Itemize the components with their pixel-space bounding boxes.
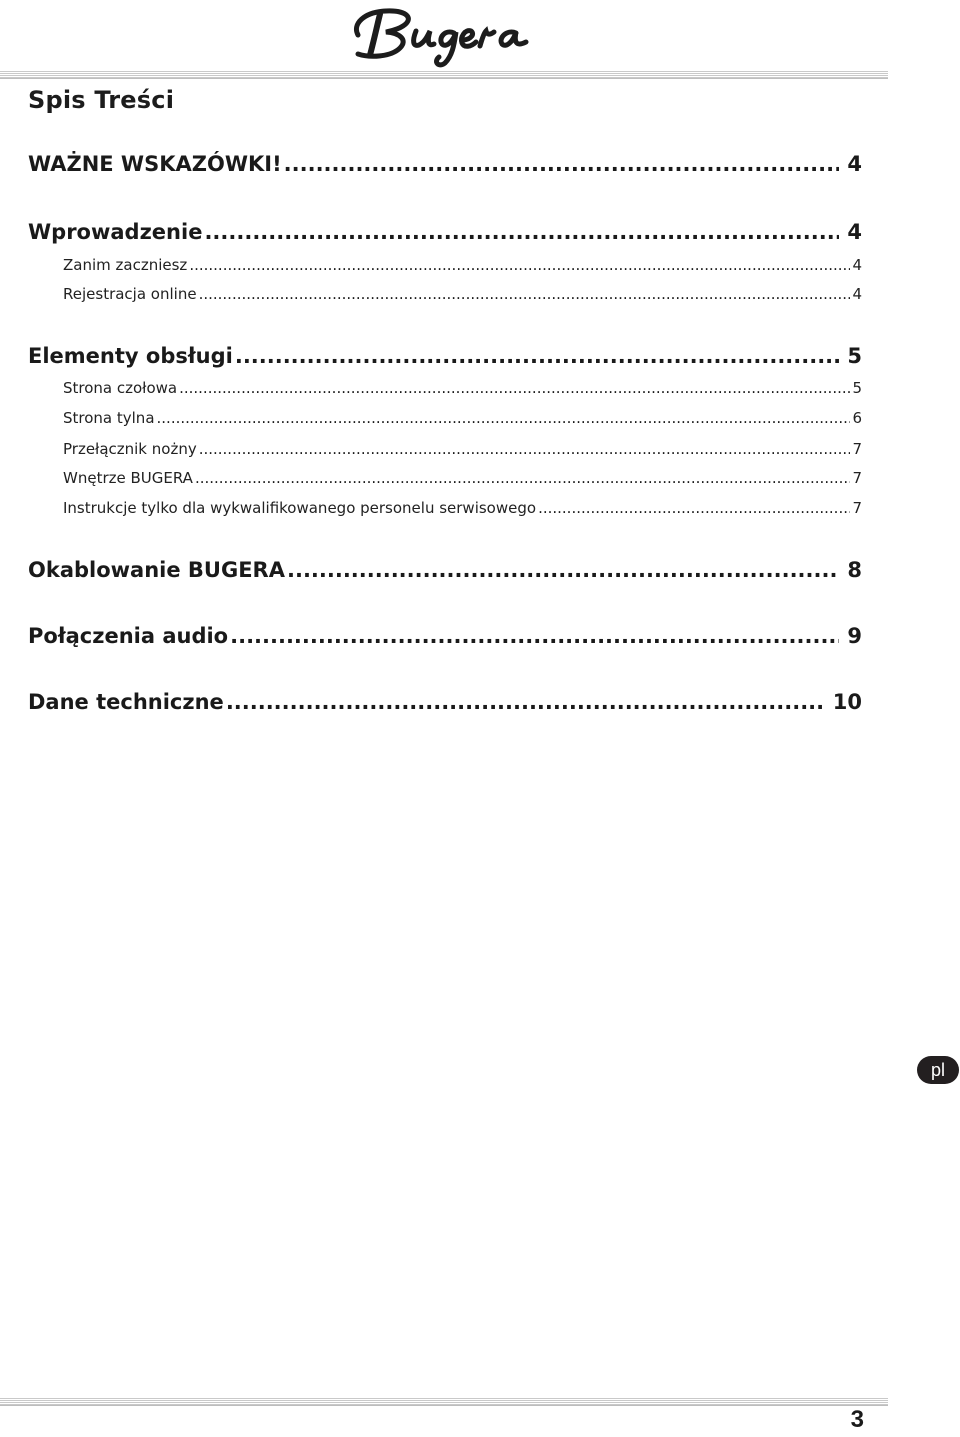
toc-subentry-page: 7 bbox=[852, 499, 862, 517]
toc-subentry-page: 6 bbox=[852, 409, 862, 427]
toc-entry-label: Dane techniczne bbox=[28, 690, 224, 714]
toc-subentry-page: 4 bbox=[852, 285, 862, 303]
dot-leader bbox=[235, 344, 840, 368]
bugera-logo bbox=[350, 2, 540, 68]
toc-subentry-page: 4 bbox=[852, 256, 862, 274]
dot-leader bbox=[287, 558, 839, 582]
dot-leader bbox=[538, 499, 850, 517]
page-number: 3 bbox=[850, 1406, 864, 1433]
toc-entry-label: WAŻNE WSKAZÓWKI! bbox=[28, 152, 282, 176]
toc-subentry-page: 7 bbox=[852, 469, 862, 487]
toc-subentry-label: Instrukcje tylko dla wykwalifikowanego personelu serwisowego bbox=[63, 499, 537, 517]
toc-entry-label: Okablowanie BUGERA bbox=[28, 558, 285, 582]
toc-subentry-label: Rejestracja online bbox=[63, 285, 197, 303]
toc-entry-label: Elementy obsługi bbox=[28, 344, 233, 368]
toc-entry-label: Połączenia audio bbox=[28, 624, 229, 648]
toc-entry[interactable] bbox=[28, 690, 862, 720]
bugera-logo-mark bbox=[350, 2, 540, 68]
dot-leader bbox=[195, 469, 851, 487]
toc-entry-page: 4 bbox=[847, 220, 862, 244]
toc-subentry[interactable] bbox=[63, 256, 862, 278]
dot-leader bbox=[199, 285, 851, 303]
language-badge: pl bbox=[917, 1056, 959, 1084]
header-rule bbox=[0, 71, 888, 79]
page-title: Spis Treści bbox=[28, 86, 175, 114]
toc-subentry[interactable] bbox=[63, 379, 862, 401]
toc-subentry[interactable] bbox=[63, 469, 862, 491]
toc-entry[interactable] bbox=[28, 344, 862, 374]
toc-subentry-label: Strona tylna bbox=[63, 409, 155, 427]
toc-subentry[interactable] bbox=[63, 409, 862, 431]
dot-leader bbox=[226, 690, 825, 714]
toc-entry[interactable] bbox=[28, 152, 862, 182]
dot-leader bbox=[179, 379, 850, 397]
toc-subentry-page: 7 bbox=[852, 440, 862, 458]
toc-entry-page: 9 bbox=[847, 624, 862, 648]
toc-subentry-label: Strona czołowa bbox=[63, 379, 178, 397]
toc-entry-page: 5 bbox=[847, 344, 862, 368]
dot-leader bbox=[284, 152, 840, 176]
dot-leader bbox=[199, 440, 851, 458]
toc-entry-label: Wprowadzenie bbox=[28, 220, 203, 244]
toc-subentry-label: Zanim zaczniesz bbox=[63, 256, 188, 274]
toc-subentry-label: Wnętrze BUGERA bbox=[63, 469, 193, 487]
toc-subentry[interactable] bbox=[63, 440, 862, 462]
toc-subentry[interactable] bbox=[63, 285, 862, 307]
toc-entry[interactable] bbox=[28, 220, 862, 250]
toc-subentry-page: 5 bbox=[852, 379, 862, 397]
dot-leader bbox=[230, 624, 839, 648]
toc-subentry[interactable] bbox=[63, 499, 862, 521]
dot-leader bbox=[157, 409, 851, 427]
toc-subentry-label: Przełącznik nożny bbox=[63, 440, 197, 458]
toc-entry-page: 10 bbox=[832, 690, 862, 714]
toc-entry-page: 4 bbox=[847, 152, 862, 176]
toc-entry-page: 8 bbox=[847, 558, 862, 582]
toc-entry[interactable] bbox=[28, 624, 862, 654]
dot-leader bbox=[204, 220, 839, 244]
toc-entry[interactable] bbox=[28, 558, 862, 588]
footer-rule bbox=[0, 1398, 888, 1406]
dot-leader bbox=[189, 256, 850, 274]
